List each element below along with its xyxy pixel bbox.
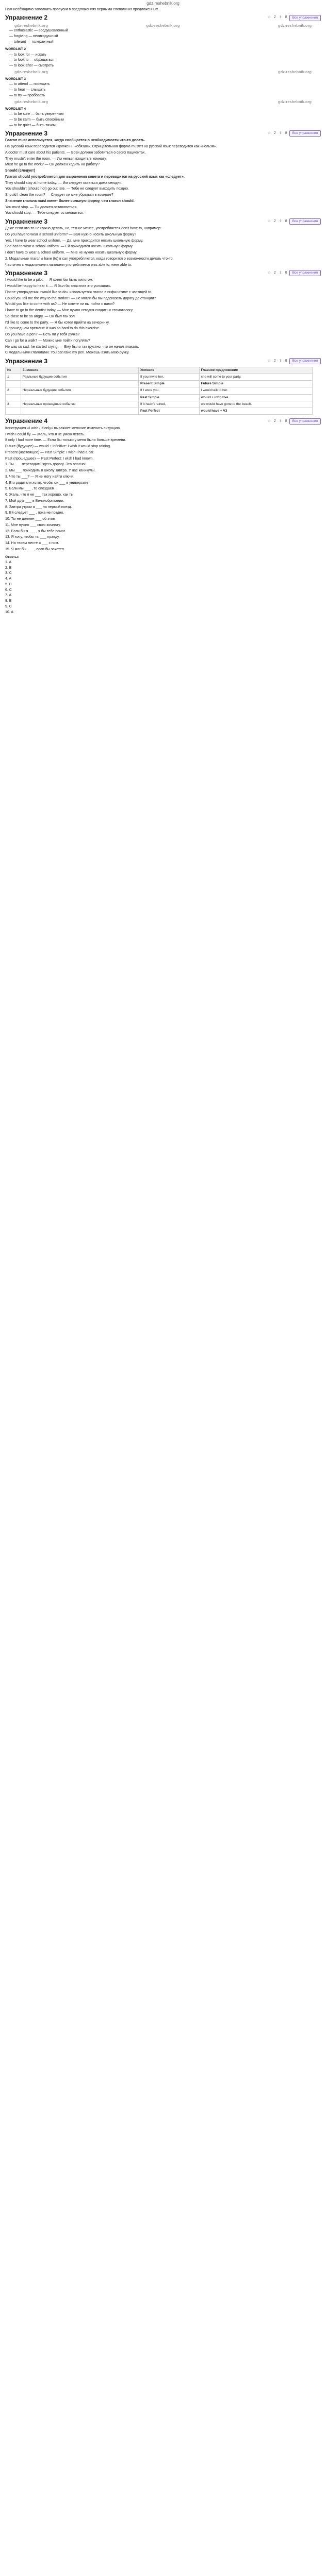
text-line: После утверждения «would like to do» используется глагол в инфинитиве с частицей to. — [5, 290, 152, 294]
bookmark-icon[interactable]: ☆ — [267, 131, 271, 135]
text-line: 10. Ты не должен ___ об этом. — [5, 517, 57, 521]
table-cell — [6, 408, 21, 414]
text-line: 6. Жаль, что я не ___ так хорошо, как ты. — [5, 493, 75, 497]
text-line: She has to wear a school uniform. — Ей приходится носить школьную форму. — [5, 245, 134, 249]
text-line: На русский язык переводится «должен», «обязан». Отрицательная форма mustn't на русский язык переводится как «нельзя». — [5, 145, 217, 148]
watermark: gdz-reshebnik.org — [278, 99, 312, 104]
text-line: Do you have to wear a school uniform? — Вам нужно носить школьную форму? — [5, 232, 137, 236]
bookmark-count: 2 — [273, 219, 276, 223]
text-line: Could you tell me the way to the station? — Не могли бы вы подсказать дорогу до станции? — [5, 296, 156, 300]
wordlist-label: WORDLIST 4 — [5, 107, 26, 111]
text-line: В прошедшем времени: It was so hard to do this exercise. — [5, 327, 100, 331]
text-line: Значение глагола must имеет более сильную форму, чем глагол should. — [5, 199, 135, 203]
watermark: gdz-reshebnik.org — [14, 69, 48, 74]
all-exercises-button[interactable]: Все упражнения — [289, 358, 321, 364]
text-line: Past (прошедшее) — Past Perfect: I wish I had known. — [5, 456, 94, 461]
exercise-bar — [5, 14, 321, 22]
share-count: 8 — [285, 419, 287, 423]
table-cell: If it hadn't rained, — [138, 401, 199, 408]
text-line: 1. Ты ___ переводить здесь дорогу. Это опасно! — [5, 463, 86, 467]
bookmark-icon[interactable]: ☆ — [267, 219, 271, 223]
exercise-title: Упражнение 2 — [5, 14, 47, 22]
table-cell: Past Perfect — [138, 408, 199, 414]
text-line: They should stay at home today. — Им следует остаться дома сегодня. — [5, 181, 123, 185]
text-line: Yes, I have to wear school uniform. — Да, мне приходится носить школьную форму. — [5, 239, 143, 243]
text-line: I'd like to come to the party. — Я бы хотел прийти на вечеринку. — [5, 320, 110, 325]
text-line: They mustn't enter the room. — Им нельзя входить в комнату. — [5, 157, 107, 161]
text-line: I wish I could fly. — Жаль, что я не умею летать. — [5, 432, 85, 436]
text-line: 12. Если бы я ___ , я бы тебе помог. — [5, 529, 66, 533]
watermark: gdz-reshebnik.org — [14, 23, 48, 28]
text-line: 11. Мне нужно ___ свою комнату. — [5, 523, 61, 527]
text-line: 2. Мы ___ приходить в школу завтра. У нас каникулы. — [5, 469, 96, 473]
text-line: 5. Если мы ___ , то опоздаем. — [5, 487, 56, 491]
table-row — [6, 408, 313, 414]
list-item: — enthusiastic — воодушевлённый — [9, 29, 68, 33]
page — [5, 0, 321, 2576]
text-line: Should I clean the room? — Следует ли мне убраться в комнате? — [5, 193, 113, 197]
all-exercises-button[interactable]: Все упражнения — [289, 418, 321, 425]
share-icon[interactable]: ⇪ — [279, 219, 282, 223]
bookmark-icon[interactable]: ☆ — [267, 419, 271, 423]
all-exercises-button[interactable]: Все упражнения — [289, 270, 321, 276]
answer-item: 8. B — [5, 599, 12, 603]
text-line: Would you like to come with us? — Не хотите ли вы пойти с нами? — [5, 302, 115, 307]
exercise-title: Упражнение 3 — [5, 269, 47, 277]
exercise-title: Упражнение 4 — [5, 417, 47, 425]
text-line: A doctor must care about his patients. — Врач должен заботиться о своих пациентах. — [5, 150, 146, 155]
table-cell: If I were you, — [138, 387, 199, 394]
text-line: 13. Я хочу, чтобы ты ___ правду. — [5, 535, 60, 539]
watermark-row — [5, 23, 321, 28]
share-icon[interactable]: ⇪ — [279, 419, 282, 423]
text-line: Даже если что-то не нужно делать, но, тем не менее, употребляется don't have to, например: — [5, 227, 161, 230]
bookmark-count: 2 — [273, 131, 276, 135]
table-cell: 1 — [6, 374, 21, 381]
share-count: 8 — [285, 219, 287, 223]
share-icon[interactable]: ⇪ — [279, 270, 282, 275]
answer-item: 5. B — [5, 582, 12, 586]
answer-item: 10. A — [5, 610, 13, 614]
table-row — [6, 374, 313, 381]
list-item: — forgiving — великодушный — [9, 34, 58, 38]
exercise-bar — [5, 218, 321, 225]
watermark-row — [5, 70, 321, 74]
exercise-tools — [267, 358, 321, 364]
list-item: — to be calm — быть спокойным — [9, 117, 64, 122]
list-item: — to look for — искать — [9, 53, 46, 57]
text-line: Can I go for a walk? — Можно мне пойти погулять? — [5, 338, 90, 343]
section-lead: Глагол must используется, когда сообщается о необходимости что-то делать. — [5, 139, 145, 143]
answer-item: 7. A — [5, 594, 12, 598]
table-cell: we would have gone to the beach. — [199, 401, 312, 408]
table-row — [6, 401, 313, 408]
text-line: Do you have a pen? — Есть ли у тебя ручка? — [5, 333, 80, 336]
bookmark-count: 2 — [273, 15, 276, 20]
table-row — [6, 394, 313, 401]
exercise-title: Упражнение 3 — [5, 129, 47, 137]
share-icon[interactable]: ⇪ — [279, 15, 282, 20]
text-line: С модальными глаголами: You can take my pen. Можешь взять мою ручку. — [5, 351, 129, 355]
bookmark-icon[interactable]: ☆ — [267, 359, 271, 363]
text-line: You must stop. — Ты должен остановиться. — [5, 205, 78, 209]
table-cell: she will come to your party. — [199, 374, 312, 381]
table-cell — [6, 394, 21, 401]
bookmark-icon[interactable]: ☆ — [267, 270, 271, 275]
list-item: — to be sure — быть уверенным — [9, 112, 64, 116]
table-row — [6, 387, 313, 394]
bookmark-count: 2 — [273, 359, 276, 363]
exercise-tools — [267, 218, 321, 225]
exercise-tools — [267, 418, 321, 425]
table-row — [6, 381, 313, 387]
table-cell — [21, 381, 138, 387]
exercise-bar — [5, 358, 321, 365]
exercise-title: Упражнение 3 — [5, 217, 47, 225]
share-count: 8 — [285, 359, 287, 363]
all-exercises-button[interactable]: Все упражнения — [289, 218, 321, 225]
table-header: Значение — [21, 367, 138, 374]
bookmark-count: 2 — [273, 419, 276, 423]
text-line: Future (будущее) — would + infinitive: I wish it would stop raining. — [5, 445, 111, 449]
table-cell: 3 — [6, 401, 21, 408]
text-line: 7. Мой друг ___ в Великобритании. — [5, 499, 64, 503]
table-cell — [21, 394, 138, 401]
table-cell: Реальные будущие события — [21, 374, 138, 381]
intro-text: Нам необходимо заполнить пропуски в предложениях верными словами из предложенных. — [5, 8, 159, 11]
table-cell: 2 — [6, 387, 21, 394]
table-cell: Present Simple — [138, 381, 199, 387]
share-count: 8 — [285, 270, 287, 275]
table-cell: If you invite her, — [138, 374, 199, 381]
watermark: gdz-reshebnik.org — [278, 69, 312, 74]
bookmark-icon[interactable]: ☆ — [267, 15, 271, 20]
text-line: 14. На твоем месте я ___ с ним. — [5, 541, 59, 546]
table-header: Условие — [138, 367, 199, 374]
table-cell: would + infinitive — [199, 394, 312, 401]
list-item: — to look to — обращаться — [9, 58, 55, 62]
text-line: So close to be so angry. — Он был так зол. — [5, 314, 76, 318]
exercise-bar — [5, 269, 321, 277]
all-exercises-button[interactable]: Все упражнения — [289, 130, 321, 137]
watermark: gdz-reshebnik.org — [146, 23, 180, 28]
answer-item: 3. C — [5, 571, 12, 575]
text-line: Частично с модальными глаголами употребляется was able to, were able to. — [5, 263, 132, 267]
text-line: You shouldn't (should not) go out late. — Тебе не следует выходить поздно. — [5, 187, 129, 191]
list-item: — to try — пробовать — [9, 93, 45, 97]
exercise-tools — [267, 130, 321, 137]
watermark: gdz-reshebnik.org — [14, 99, 48, 104]
text-line: Present (настоящее) — Past Simple: I wish I had a car. — [5, 450, 94, 454]
watermark: gdz-reshebnik.org — [278, 23, 312, 28]
bookmark-count: 2 — [273, 270, 276, 275]
text-line: If only I had more time. — Если бы только у меня было больше времени. — [5, 438, 126, 443]
exercise-bar — [5, 418, 321, 425]
list-item: — to look after — смотреть — [9, 64, 54, 67]
table-cell: Past Simple — [138, 394, 199, 401]
all-exercises-button[interactable]: Все упражнения — [289, 15, 321, 21]
list-item: — to attend — посещать — [9, 82, 50, 87]
list-item: — to hear — слышать — [9, 88, 46, 92]
text-line: I don't have to wear a school uniform. — Мне не нужно носить школьную форму. — [5, 251, 138, 255]
text-line: 3. Что ты ___? — Я не могу найти ключи. — [5, 474, 75, 479]
table-cell: Future Simple — [199, 381, 312, 387]
exercise-tools — [267, 270, 321, 276]
share-icon[interactable]: ⇪ — [279, 359, 282, 363]
table-header-row — [6, 367, 313, 374]
table-header: Главное предложение — [199, 367, 312, 374]
table-cell: would have + V3 — [199, 408, 312, 414]
text-line: You should stop. — Тебе следует остановиться. — [5, 211, 85, 215]
share-icon[interactable]: ⇪ — [279, 131, 282, 135]
text-line: I would like to be a pilot. — Я хотел бы быть пилотом. — [5, 278, 93, 282]
text-line: Must he go to the work? — Он должен ходить на работу? — [5, 163, 100, 167]
text-line: I would be happy to hear it. — Я был бы счастлив это услышать. — [5, 284, 111, 288]
answer-item: 2. B — [5, 566, 12, 570]
table-cell — [21, 408, 138, 414]
exercise-bar — [5, 130, 321, 137]
text-line: 8. Завтра утром я ___ на первый поезд. — [5, 505, 72, 509]
table-header: № — [6, 367, 21, 374]
list-item: — tolerant — толерантный — [9, 40, 54, 44]
text-line: Глагол should употребляется для выражения совета и переводится на русский язык как «следует». — [5, 175, 185, 179]
text-line: I have to go to the dentist today. — Мне нужно сегодня сходить к стоматологу. — [5, 309, 134, 312]
table-cell — [6, 381, 21, 387]
text-line: Конструкция «I wish / If only» выражает желание изменить ситуацию. — [5, 426, 121, 430]
answer-item: 9. C — [5, 604, 12, 608]
list-item: — to be quiet — быть тихим — [9, 123, 56, 127]
text-line: 4. Его родители хотят, чтобы он ___ в университет. — [5, 481, 91, 485]
table-cell: I would talk to her. — [199, 387, 312, 394]
text-line: 9. Ей следует ___ , пока не поздно. — [5, 511, 64, 515]
text-line: 15. Я мог бы ___ , если бы захотел. — [5, 547, 65, 551]
text-line: 2. Модальные глаголы have (to) в can употребляются, когда говорится о возможности делать что-то. — [5, 257, 174, 261]
answer-item: 6. C — [5, 588, 12, 592]
wordlist-label: WORDLIST 2 — [5, 47, 26, 52]
answer-item: 1. A — [5, 560, 12, 564]
answer-item: 4. A — [5, 577, 12, 581]
share-count: 8 — [285, 131, 287, 135]
table-cell: Нереальные прошедшие события — [21, 401, 138, 408]
site-header: gdz.reshebnik.org — [146, 1, 180, 6]
text-line: Should (следует) — [5, 169, 36, 173]
exercise-tools — [267, 15, 321, 21]
text-line: He was so sad, he started crying. — Ему было так грустно, что он начал плакать. — [5, 345, 139, 349]
watermark-row — [5, 99, 321, 104]
wordlist-label: WORDLIST 3 — [5, 77, 26, 81]
exercise-title: Упражнение 3 — [5, 357, 47, 365]
table-cell: Нереальные будущие события — [21, 387, 138, 394]
answers-label: Ответы: — [5, 555, 19, 559]
share-count: 8 — [285, 15, 287, 20]
grammar-table — [5, 367, 313, 415]
